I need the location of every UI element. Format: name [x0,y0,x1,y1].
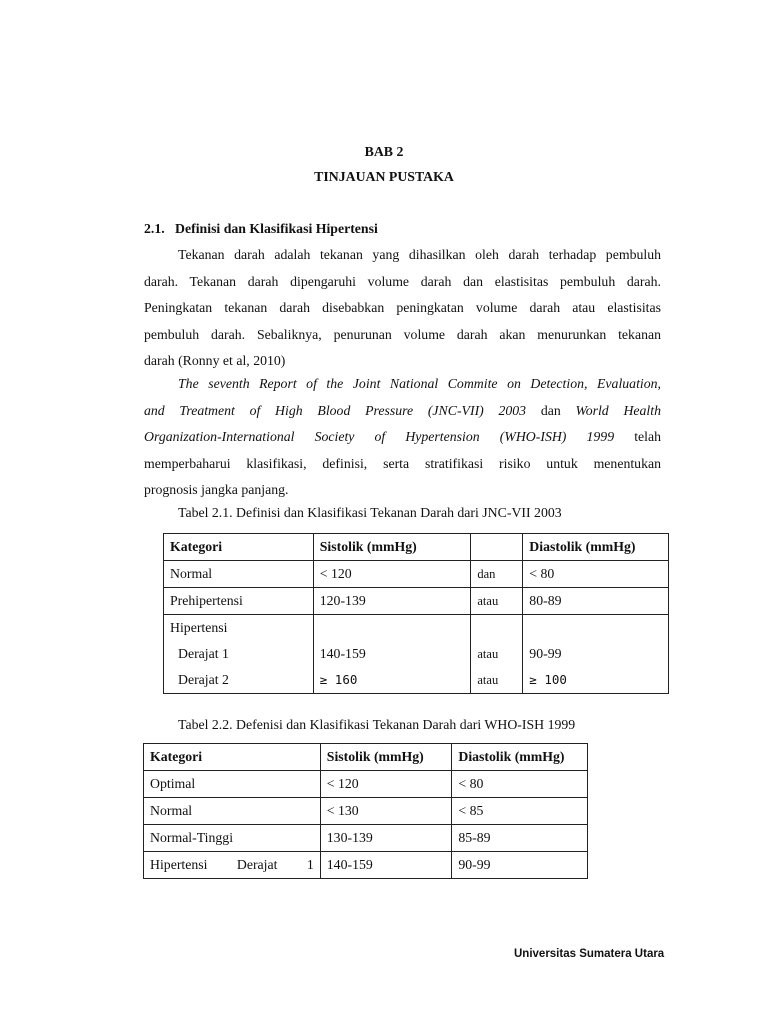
cell-diastolik: < 80 [523,561,669,588]
cell-sistolik: 140-159 [320,852,452,879]
paragraph-line: prognosis jangka panjang. [144,482,289,497]
header-diastolik: Diastolik (mmHg) [523,534,669,561]
chapter-number: BAB 2 [364,144,404,159]
cell-connector: atau [471,588,523,615]
derajat2-diastolik: ≥ 100 [529,672,567,687]
table1-caption: Tabel 2.1. Definisi dan Klasifikasi Tekanan Darah dari JNC-VII 2003 [178,505,562,520]
header-blank [471,534,523,561]
cell-diastolik: 90-99 [452,852,588,879]
cell-kategori: Optimal [144,771,321,798]
paragraph-line: darah (Ronny et al, 2010) [144,353,286,368]
kategori-spread [150,852,314,878]
paragraph-line [144,424,661,451]
paragraph-line [144,371,661,398]
word-derajat: Derajat [236,857,278,872]
cell-connector: dan [471,561,523,588]
report-title: The seventh Report of the Joint National Commite on Detection, Evaluation, [178,376,661,391]
cell-kategori: Normal-Tinggi [144,825,321,852]
header-kategori: Kategori [144,744,321,771]
who-name: World Health [575,402,661,418]
derajat2-sistolik: ≥ 160 [319,672,358,687]
word-telah: telah [634,429,661,444]
paragraph-1 [144,242,661,375]
paragraph-line: Peningkatan tekanan darah disebabkan peningkatan volume darah atau elastisitas [144,300,661,315]
derajat1-connector: atau [477,647,499,661]
table-row-hipertensi [164,615,669,694]
cell-kategori: Normal [144,798,321,825]
paragraph-line: pembuluh darah. Sebaliknya, penurunan volume darah akan menurunkan tekanan [144,326,661,342]
cell-sistolik: < 120 [320,771,452,798]
conjunction: dan [540,402,561,418]
table-row [144,852,588,879]
cell-kategori [144,852,321,879]
footer-university: Universitas Sumatera Utara [514,948,665,960]
cell-connector [471,615,523,694]
paragraph-2 [144,371,661,504]
cell-diastolik [523,615,669,694]
derajat1-diastolik: 90-99 [529,646,562,661]
word-grade: 1 [306,857,314,872]
header-sistolik: Sistolik (mmHg) [313,534,471,561]
hipertensi-label: Hipertensi [170,620,228,635]
table-row [164,588,669,615]
table-header-row [164,534,669,561]
table-row [164,561,669,588]
table-row [144,771,588,798]
derajat2-label: Derajat 2 [178,672,229,687]
word-hipertensi: Hipertensi [150,857,208,872]
paragraph-line: Tekanan darah adalah tekanan yang dihasilkan oleh darah terhadap pembuluh [178,247,661,262]
paragraph-line: darah. Tekanan darah dipengaruhi volume darah dan elastisitas pembuluh darah. [144,273,661,289]
header-sistolik: Sistolik (mmHg) [320,744,452,771]
table-header-row [144,744,588,771]
cell-diastolik: < 85 [452,798,588,825]
cell-kategori [164,615,314,694]
who-name-cont: Organization-International Society of Hypertension (WHO-ISH) 1999 [144,429,615,444]
derajat2-connector: atau [477,673,499,687]
cell-kategori: Normal [164,561,314,588]
cell-sistolik: < 120 [313,561,471,588]
cell-sistolik [313,615,471,694]
paragraph-line: memperbaharui klasifikasi, definisi, serta stratifikasi risiko untuk menentukan [144,455,661,471]
cell-sistolik: < 130 [320,798,452,825]
section-heading: 2.1. Definisi dan Klasifikasi Hipertensi [144,221,378,236]
derajat1-sistolik: 140-159 [319,646,366,661]
cell-sistolik: 130-139 [320,825,452,852]
chapter-title: TINJAUAN PUSTAKA [314,169,454,184]
table-row [144,798,588,825]
cell-diastolik: 80-89 [523,588,669,615]
header-kategori: Kategori [164,534,314,561]
table2-caption: Tabel 2.2. Defenisi dan Klasifikasi Tekanan Darah dari WHO-ISH 1999 [178,717,576,732]
report-title-cont: and Treatment of High Blood Pressure (JNC-VII) 2003 [144,402,527,418]
table-jnc-vii [163,533,669,694]
table-who-ish [143,743,588,879]
cell-sistolik: 120-139 [313,588,471,615]
cell-diastolik: 85-89 [452,825,588,852]
cell-kategori: Prehipertensi [164,588,314,615]
header-diastolik: Diastolik (mmHg) [452,744,588,771]
table-row [144,825,588,852]
cell-diastolik: < 80 [452,771,588,798]
paragraph-line [144,398,661,425]
derajat1-label: Derajat 1 [178,646,229,661]
